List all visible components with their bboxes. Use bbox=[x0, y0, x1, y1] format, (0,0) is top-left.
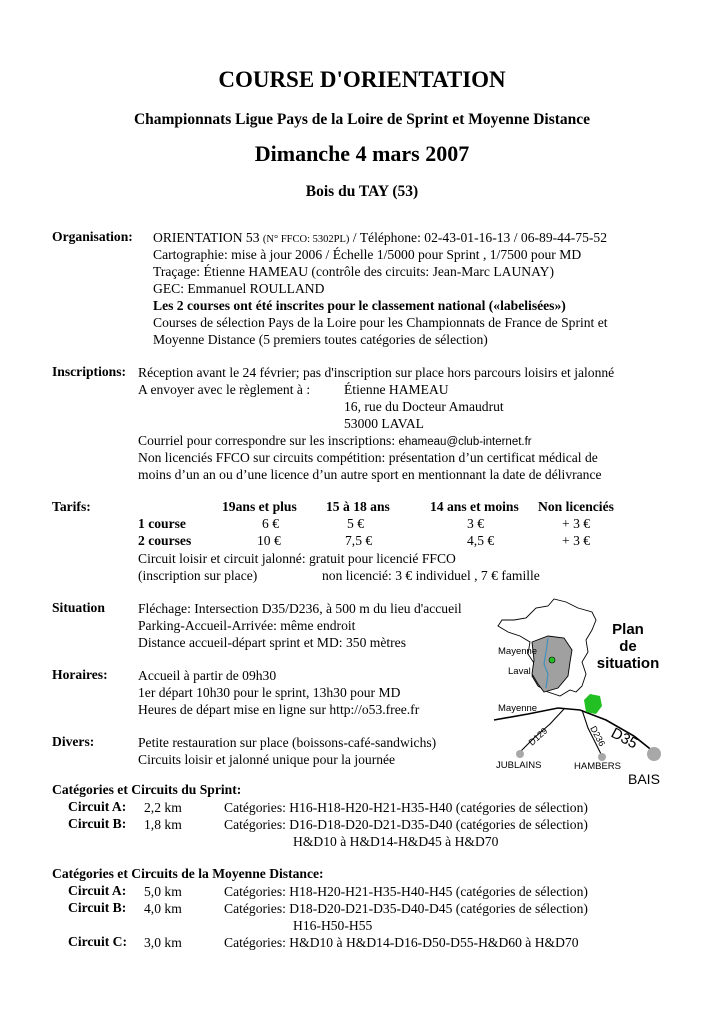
wood-area bbox=[584, 694, 602, 714]
label-note: Les 2 courses ont été inscrites pour le classement national («labelisées») bbox=[153, 298, 566, 313]
horaires-line-1: Accueil à partir de 09h30 bbox=[138, 668, 277, 683]
map-label-hambers: HAMBERS bbox=[574, 761, 621, 772]
selection-line-2: Moyenne Distance (5 premiers toutes catégories de sélection) bbox=[153, 332, 488, 347]
inscriptions-label: Inscriptions: bbox=[52, 364, 127, 379]
map-title-line-3: situation bbox=[596, 655, 660, 672]
club-name: ORIENTATION 53 bbox=[153, 230, 260, 245]
non-licencies-line-1: Non licenciés FFCO sur circuits compétition: présentation d’un certificat médical de bbox=[138, 450, 598, 465]
tarif-cell: + 3 € bbox=[562, 533, 591, 548]
gec-line: GEC: Emmanuel ROULLAND bbox=[153, 281, 325, 296]
sprint-circuit-b-cats-2: H&D10 à H&D14-H&D45 à H&D70 bbox=[293, 834, 499, 849]
tarif-col-14moins: 14 ans et moins bbox=[430, 499, 519, 514]
tarif-cell: 3 € bbox=[467, 516, 484, 531]
tracage-line: Traçage: Étienne HAMEAU (contrôle des circuits: Jean-Marc LAUNAY) bbox=[153, 264, 555, 279]
tarif-row-1course: 1 course bbox=[138, 516, 186, 531]
md-circuit-b-cats: Catégories: D18-D20-D21-D35-D40-D45 (catégories de sélection) bbox=[224, 901, 588, 916]
sprint-circuit-a-km: 2,2 km bbox=[144, 800, 182, 815]
map-label-jublains: JUBLAINS bbox=[496, 760, 542, 771]
tarifs-label: Tarifs: bbox=[52, 499, 91, 514]
map-label-d129: D129 bbox=[526, 725, 550, 748]
event-date: Dimanche 4 mars 2007 bbox=[254, 141, 470, 166]
sprint-circuit-a-name: Circuit A: bbox=[68, 799, 127, 814]
situation-line-1: Fléchage: Intersection D35/D236, à 500 m du lieu d'accueil bbox=[138, 601, 462, 616]
tarif-cell: 5 € bbox=[347, 516, 364, 531]
tarif-col-15-18: 15 à 18 ans bbox=[326, 499, 390, 514]
map-title-line-2: de bbox=[619, 638, 637, 655]
map-label-d35: D35 bbox=[608, 724, 641, 753]
md-circuit-b-name: Circuit B: bbox=[68, 900, 127, 915]
email-label: Courriel pour correspondre sur les inscriptions: bbox=[138, 433, 396, 448]
situation-map bbox=[488, 596, 688, 788]
address-street: 16, rue du Docteur Amaudrut bbox=[344, 399, 504, 414]
address-name: Étienne HAMEAU bbox=[344, 382, 449, 397]
md-circuit-c-km: 3,0 km bbox=[144, 935, 182, 950]
email-address[interactable]: ehameau@club-internet.fr bbox=[398, 436, 532, 448]
town-bais bbox=[647, 747, 661, 761]
event-location-marker bbox=[549, 657, 555, 663]
selection-line-1: Courses de sélection Pays de la Loire pour les Championnats de France de Sprint et bbox=[153, 315, 608, 330]
mayenne-department bbox=[532, 636, 572, 692]
sprint-heading: Catégories et Circuits du Sprint: bbox=[52, 782, 242, 797]
situation-label: Situation bbox=[52, 600, 105, 615]
md-circuit-a-km: 5,0 km bbox=[144, 884, 182, 899]
sur-place-note: (inscription sur place) bbox=[138, 568, 258, 583]
page-subtitle: Championnats Ligue Pays de la Loire de Sprint et Moyenne Distance bbox=[133, 111, 591, 128]
loisir-line: Circuit loisir et circuit jalonné: gratuit pour licencié FFCO bbox=[138, 551, 456, 566]
club-phone: / Téléphone: 02-43-01-16-13 / 06-89-44-75-52 bbox=[352, 230, 607, 245]
town-hambers bbox=[598, 753, 606, 761]
tarif-cell: 6 € bbox=[262, 516, 279, 531]
map-label-mayenne-top: Mayenne bbox=[498, 646, 538, 657]
tarif-cell: 10 € bbox=[257, 533, 281, 548]
map-label-laval: Laval bbox=[508, 666, 531, 677]
tarif-cell: 7,5 € bbox=[345, 533, 373, 548]
map-label-bais: BAIS bbox=[628, 771, 660, 787]
md-circuit-b-cats-2: H16-H50-H55 bbox=[293, 918, 373, 933]
organisation-label: Organisation: bbox=[52, 229, 133, 244]
non-licencies-line-2: moins d’un an ou d’une licence d’un autre sport en mentionnant la date de délivrance bbox=[138, 467, 602, 482]
divers-label: Divers: bbox=[52, 734, 95, 749]
tarif-cell: + 3 € bbox=[562, 516, 591, 531]
tarif-row-2courses: 2 courses bbox=[138, 533, 192, 548]
situation-line-3: Distance accueil-départ sprint et MD: 350 mètres bbox=[138, 635, 407, 650]
divers-line-1: Petite restauration sur place (boissons-café-sandwichs) bbox=[138, 735, 437, 750]
horaires-line-2: 1er départ 10h30 pour le sprint, 13h30 pour MD bbox=[138, 685, 401, 700]
horaires-line-3: Heures de départ mise en ligne sur http://o53.free.fr bbox=[138, 702, 420, 717]
page-title: COURSE D'ORIENTATION bbox=[218, 67, 506, 92]
divers-line-2: Circuits loisir et jalonné unique pour la journée bbox=[138, 752, 396, 767]
cartographie-line: Cartographie: mise à jour 2006 / Échelle 1/5000 pour Sprint , 1/7500 pour MD bbox=[153, 247, 582, 262]
md-heading: Catégories et Circuits de la Moyenne Distance: bbox=[52, 866, 324, 881]
event-location: Bois du TAY (53) bbox=[305, 183, 419, 200]
situation-line-2: Parking-Accueil-Arrivée: même endroit bbox=[138, 618, 356, 633]
map-title-line-1: Plan bbox=[612, 621, 644, 638]
tarif-cell: 4,5 € bbox=[467, 533, 495, 548]
address-city: 53000 LAVAL bbox=[344, 416, 424, 431]
md-circuit-c-name: Circuit C: bbox=[68, 934, 128, 949]
md-circuit-a-cats: Catégories: H18-H20-H21-H35-H40-H45 (catégories de sélection) bbox=[224, 884, 588, 899]
md-circuit-c-cats: Catégories: H&D10 à H&D14-D16-D50-D55-H&D60 à H&D70 bbox=[224, 935, 579, 950]
non-licencie-tarif: non licencié: 3 € individuel , 7 € famille bbox=[322, 568, 540, 583]
tarif-col-nonlic: Non licenciés bbox=[538, 499, 614, 514]
md-circuit-b-km: 4,0 km bbox=[144, 901, 182, 916]
sprint-circuit-b-name: Circuit B: bbox=[68, 816, 127, 831]
map-label-mayenne-road: Mayenne bbox=[498, 703, 538, 714]
ffco-number: (N° FFCO: 5302PL) bbox=[262, 234, 350, 245]
sprint-circuit-a-cats: Catégories: H16-H18-H20-H21-H35-H40 (catégories de sélection) bbox=[224, 800, 588, 815]
town-jublains bbox=[516, 750, 524, 758]
sprint-circuit-b-km: 1,8 km bbox=[144, 817, 182, 832]
map-label-d236: D236 bbox=[588, 724, 608, 748]
tarif-col-19plus: 19ans et plus bbox=[222, 499, 297, 514]
send-label: A envoyer avec le règlement à : bbox=[138, 382, 311, 397]
sprint-circuit-b-cats: Catégories: D16-D18-D20-D21-D35-D40 (catégories de sélection) bbox=[224, 817, 588, 832]
reception-line: Réception avant le 24 février; pas d'inscription sur place hors parcours loisirs et jalonné bbox=[138, 365, 615, 380]
md-circuit-a-name: Circuit A: bbox=[68, 883, 127, 898]
horaires-label: Horaires: bbox=[52, 667, 108, 682]
